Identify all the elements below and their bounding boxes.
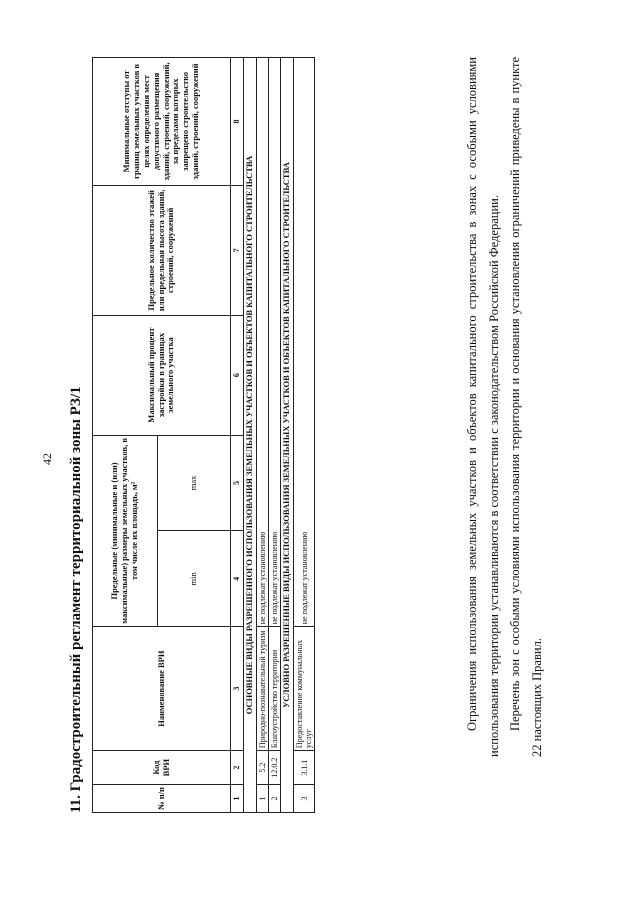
row-code: 5.2 [256,751,268,785]
row-name: Природно-познавательный туризм [256,627,268,751]
section-conditional: УСЛОВНО РАЗРЕШЕННЫЕ ВИДЫ ИСПОЛЬЗОВАНИЯ ЗЕМЕЛЬНЫХ УЧАСТКОВ И ОБЪЕКТОВ КАПИТАЛЬНОГО СТРОИТЕЛЬСТВА [281,58,294,813]
table-row [293,58,314,813]
header-min: min [158,531,231,627]
col-num: 8 [231,58,244,186]
row-name: Благоустройство территории [268,627,280,751]
header-row [93,58,158,813]
body-text [462,57,548,757]
header-name: Наименование ВРИ [93,627,231,751]
row-note: не подлежат установлению [256,58,268,627]
column-number-row [231,58,244,813]
col-num: 4 [231,531,244,627]
col-num: 2 [231,751,244,785]
header-max: max [158,435,231,531]
row-no: 2 [268,785,280,813]
section-main-row [244,58,257,813]
header-coverage: Максимальный процент застройки в границах земельного участка [93,315,231,435]
row-note: не подлежат установлению [268,58,280,627]
paragraph-zones-list: Перечень зон с особыми условиями использования территории и основания установления ограничений приведены в пункте 22 настоящих Правил. [508,57,544,757]
col-num: 3 [231,627,244,751]
row-name: Предоставление коммунальных услуг [293,627,314,751]
header-code: Код ВРИ [93,751,231,785]
page-title: 11. Градостроительный регламент территориальной зоны РЗ/1 [68,386,84,813]
row-code: 3.1.1 [293,751,314,785]
header-no: № п/п [93,785,231,813]
col-num: 6 [231,315,244,435]
regulation-table [92,57,315,813]
paragraph-restrictions: Ограничения использования земельных участков и объектов капитального строительства в зонах с особыми условиями использования территории устанавливаются в соответствии с законодательством Российской Федерации. [465,57,501,757]
row-code: 12.0.2 [268,751,280,785]
col-num: 1 [231,785,244,813]
section-main: ОСНОВНЫЕ ВИДЫ РАЗРЕШЕННОГО ИСПОЛЬЗОВАНИЯ ЗЕМЕЛЬНЫХ УЧАСТКОВ И ОБЪЕКТОВ КАПИТАЛЬНОГО СТРОИТЕЛЬСТВА [244,58,257,813]
section-conditional-row [281,58,294,813]
row-note: не подлежат установлению [293,58,314,627]
header-floors: Предельное количество этажей или предельная высота зданий, строений, сооружений [93,185,231,315]
page-number: 42 [40,453,54,465]
row-no: 1 [256,785,268,813]
col-num: 5 [231,435,244,531]
col-num: 7 [231,185,244,315]
table-row [256,58,268,813]
header-plot-size: Предельные (минимальные и (или) максимальные) размеры земельных участков, в том числе их площадь, м² [93,435,158,627]
table-row [268,58,280,813]
header-setbacks: Минимальные отступы от границ земельных участков в целях определения мест допустимого размещения зданий, строений, сооружений, за пределами которых запрещено строительство зданий, строений, сооружений [93,58,231,186]
row-no: 3 [293,785,314,813]
